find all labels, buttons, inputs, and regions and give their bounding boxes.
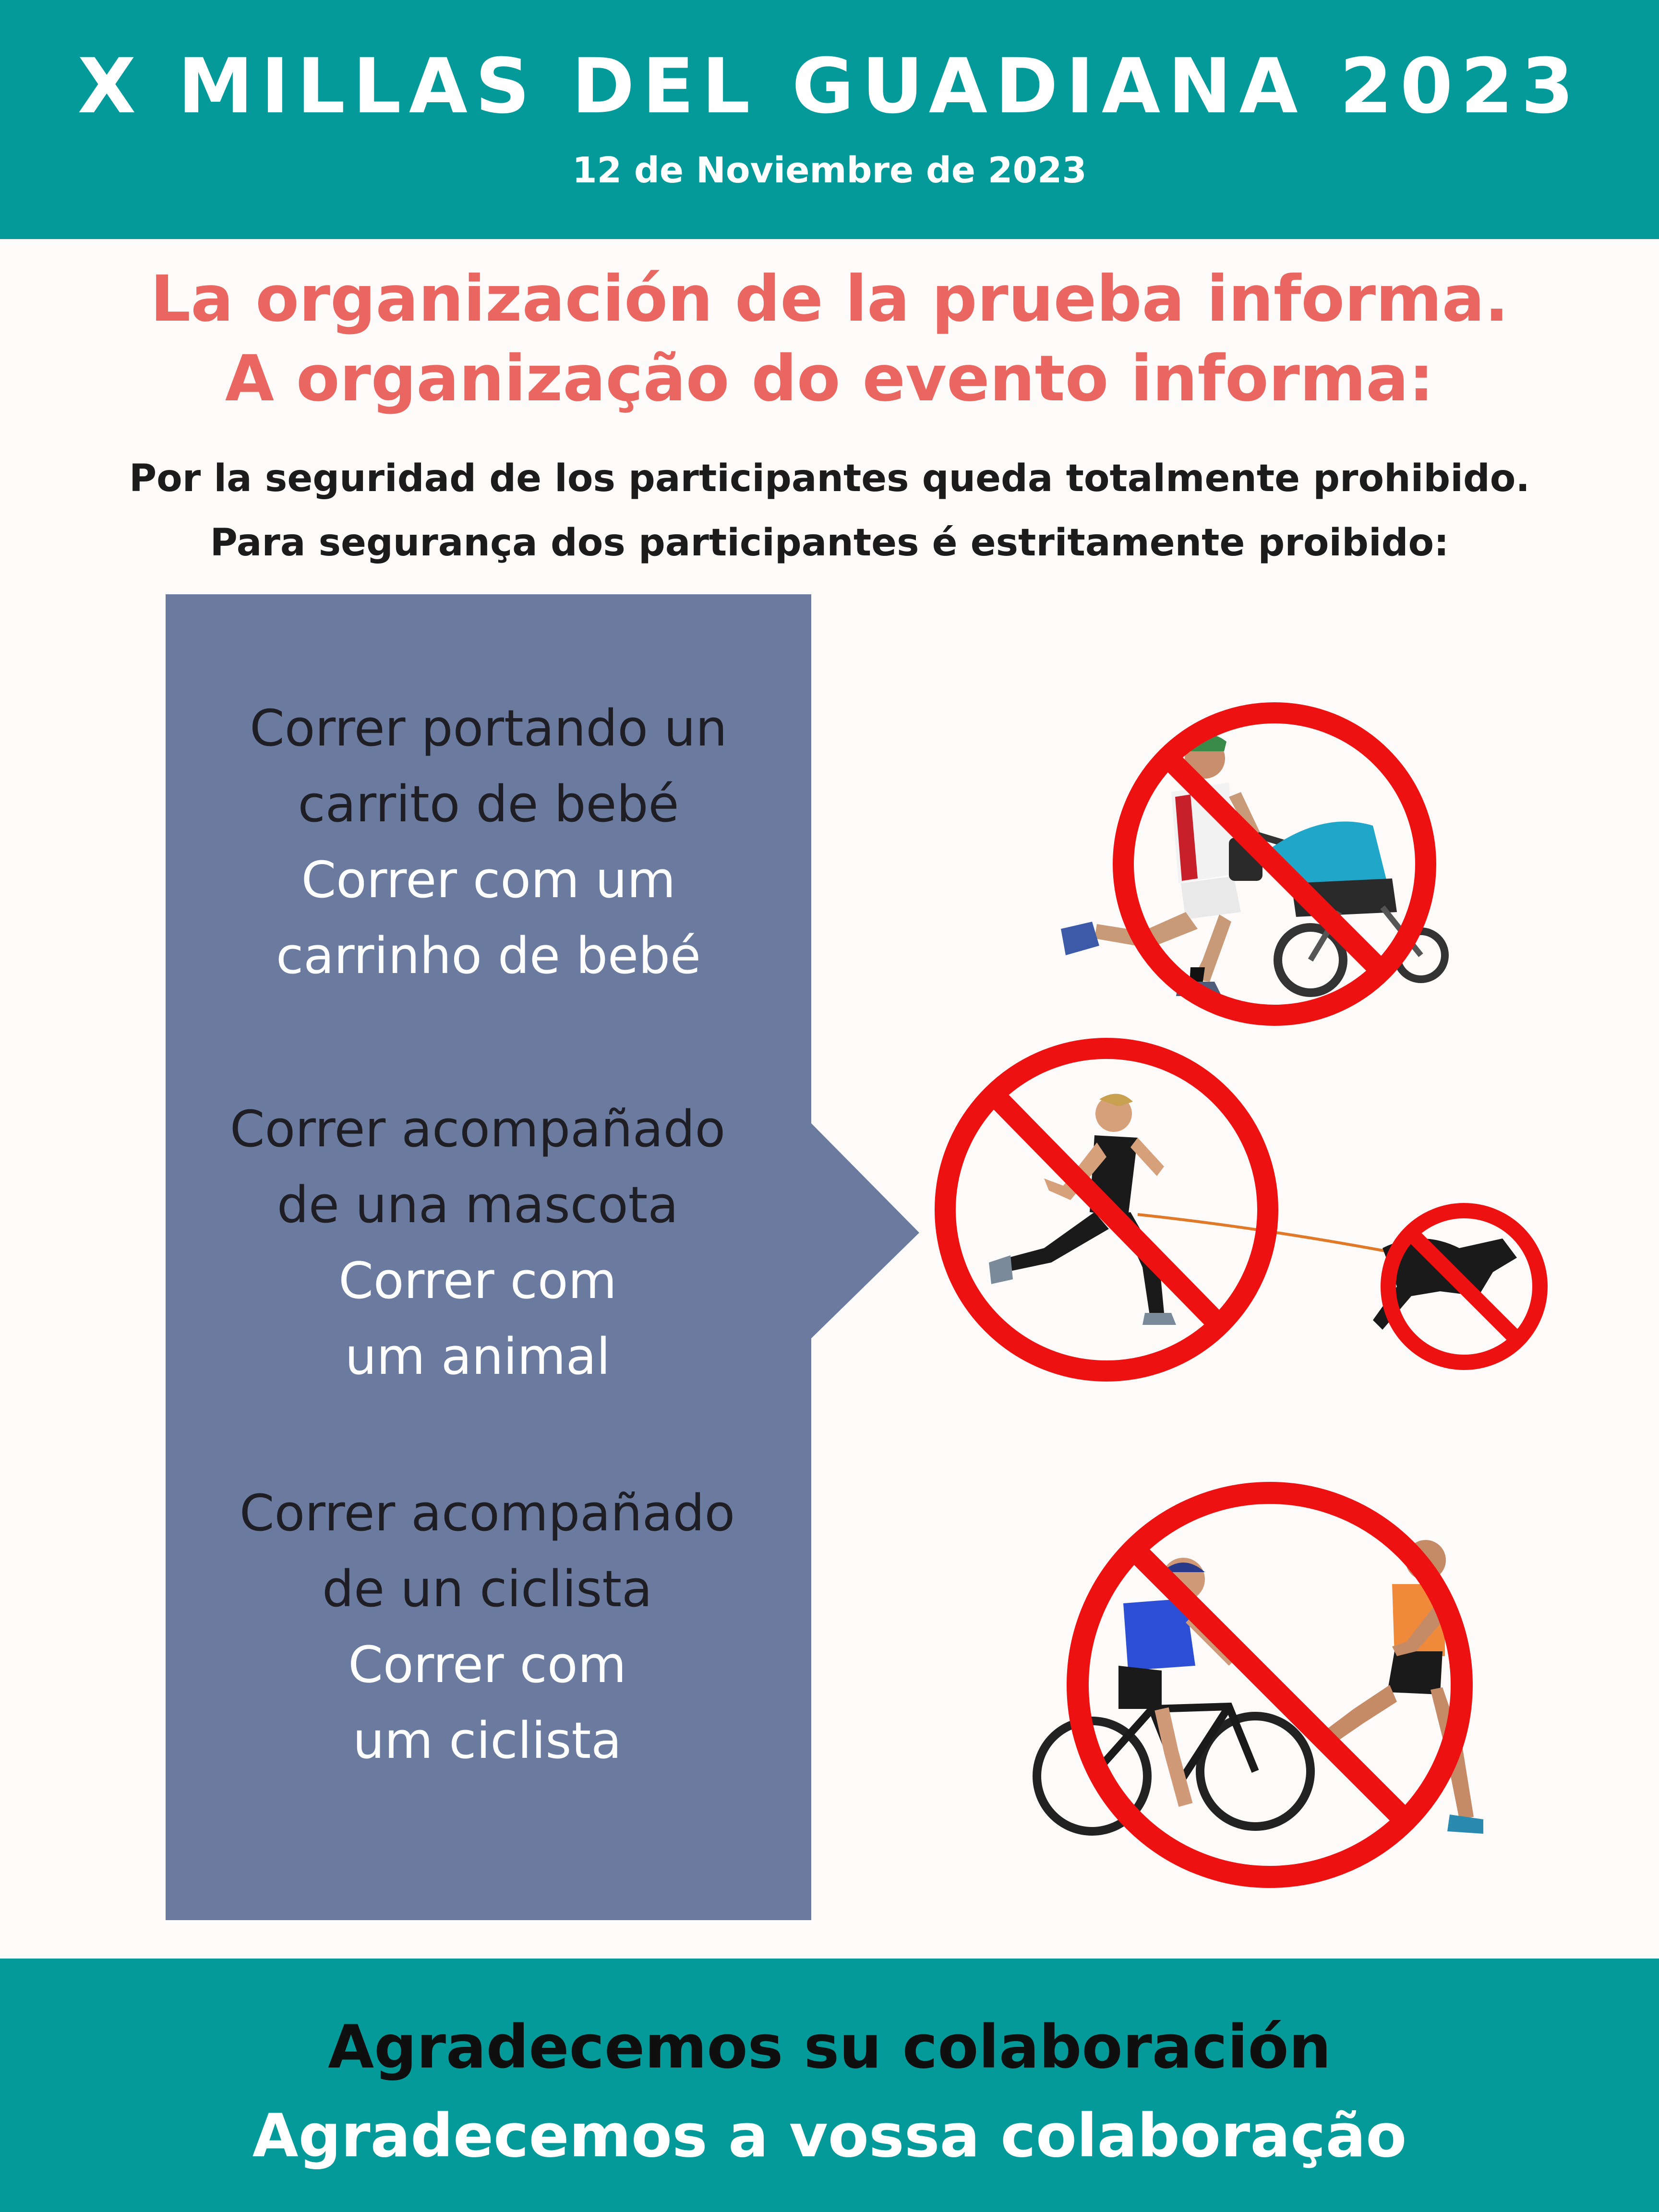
prohibition-stroller [166, 690, 811, 994]
prohibition-pet [166, 1091, 790, 1395]
cyclist-and-runner-figure [1037, 1540, 1483, 1834]
no-cyclist-icon [1037, 1493, 1483, 1877]
thanks-es: Agradecemos su colaboración [328, 2013, 1331, 2082]
event-title: X MILLAS DEL GUADIANA 2023 [77, 42, 1582, 131]
cyclist-text-pt-1: Correr com [348, 1635, 626, 1694]
cyclist-text-pt-2: um ciclista [352, 1711, 622, 1770]
pet-text-pt-1: Correr com [338, 1251, 617, 1310]
headline-es: La organización de la prueba informa. [150, 262, 1509, 336]
prohibitions-panel [166, 594, 919, 1920]
pet-text-pt-2: um animal [345, 1327, 611, 1386]
notice-pt: Para segurança dos participantes é estritamente proibido: [210, 521, 1449, 565]
pet-text-es-2: de una mascota [276, 1176, 679, 1234]
cyclist-text-es-1: Correr acompañado [239, 1484, 735, 1542]
event-date: 12 de Noviembre de 2023 [572, 150, 1087, 191]
prohibition-cyclist [166, 1475, 809, 1779]
stroller-text-pt-2: carrinho de bebé [276, 926, 701, 985]
header-banner [0, 0, 1659, 239]
runner-with-stroller-figure [1061, 734, 1445, 996]
no-stroller-icon [1061, 713, 1445, 1015]
thanks-pt: Agradecemos a vossa colaboração [252, 2102, 1407, 2171]
runner-with-dog-figure [989, 1094, 1517, 1330]
no-pet-icon [945, 1048, 1540, 1371]
stroller-text-es-1: Correr portando un [250, 699, 727, 757]
cyclist-text-es-2: de un ciclista [322, 1560, 652, 1618]
footer-banner [0, 1959, 1659, 2212]
headline-pt: A organização do evento informa: [225, 342, 1434, 416]
stroller-text-es-2: carrito de bebé [298, 775, 679, 833]
safety-notice [0, 446, 1659, 575]
notice-es: Por la seguridad de los participantes queda totalmente prohibido. [129, 457, 1530, 500]
stroller-text-pt-1: Correr com um [301, 851, 676, 909]
pet-text-es-1: Correr acompañado [229, 1100, 726, 1158]
headline [0, 259, 1659, 419]
